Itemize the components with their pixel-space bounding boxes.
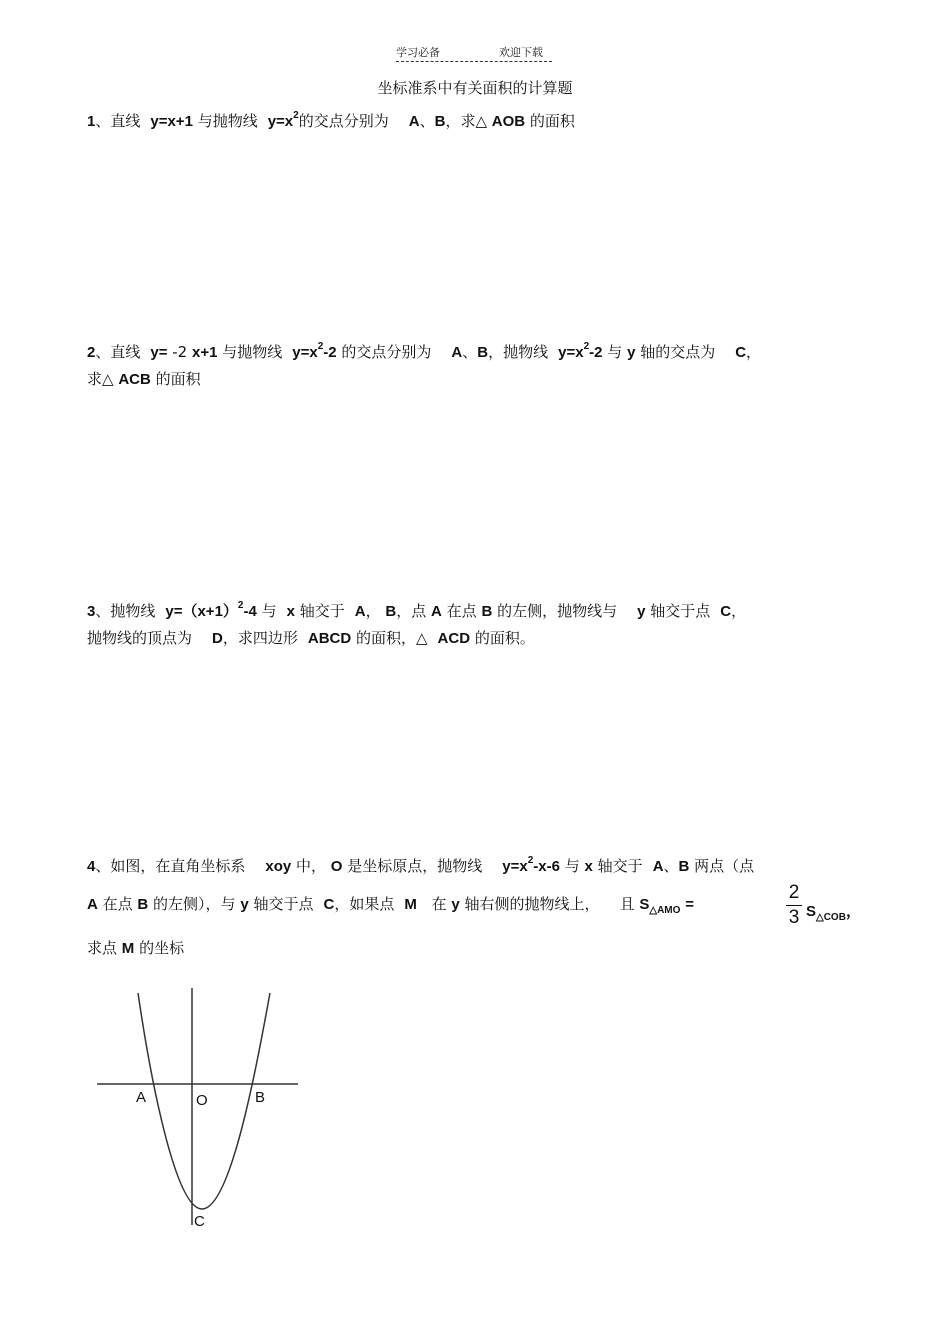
question-1: 1、直线 y=x+1 与抛物线 $y=x^2$的交点分别为 A、B，求△ AOB 的面积 bbox=[87, 110, 575, 130]
parabola-figure bbox=[90, 985, 310, 1235]
document-title: 坐标准系中有关面积的计算题 bbox=[377, 79, 573, 97]
header-right-text: 欢迎下载 bbox=[499, 46, 543, 59]
label-o: O bbox=[196, 1092, 208, 1109]
fraction-two-thirds: 2 3 bbox=[784, 882, 804, 929]
question-4-line-2: A 在点 B 的左侧），与 y 轴交于点 C，如果点 M 在 y 轴右侧的抛物线上， 且 $S_{\triangle AMO}$ = bbox=[87, 895, 694, 916]
label-b: B bbox=[255, 1089, 266, 1106]
label-c: C bbox=[194, 1213, 205, 1230]
question-4-line-3: 求点 M 的坐标 bbox=[87, 939, 185, 957]
page-header bbox=[0, 44, 950, 68]
question-3: 3、抛物线 $y=(x+1)^2-4$ 与 x 轴交于 A， B，点 A 在点 B 的左侧，抛物线与 y 轴交于点 C， 抛物线的顶点为 D，求四边形 ABCD 的面积，△ ACD 的面积。 bbox=[87, 600, 747, 647]
s-cob-term: $S_{\triangle COB}$， bbox=[806, 903, 861, 923]
label-a: A bbox=[136, 1089, 147, 1106]
question-2: 2、直线 y= -2 x+1 与抛物线 $y=x^2-2$ 的交点分别为 A、B，抛物线 $y=x^2-2$ 与 y 轴的交点为 C， 求△ ACB 的面积 bbox=[87, 341, 762, 388]
header-dashed-rule bbox=[396, 61, 552, 62]
question-4: 4、如图，在直角坐标系 xoy 中， O 是坐标原点，抛物线 $y=x^2-x-6$ 与 x 轴交于 A、B 两点（点 bbox=[87, 855, 755, 875]
header-left-text: 学习必备 bbox=[396, 46, 440, 59]
